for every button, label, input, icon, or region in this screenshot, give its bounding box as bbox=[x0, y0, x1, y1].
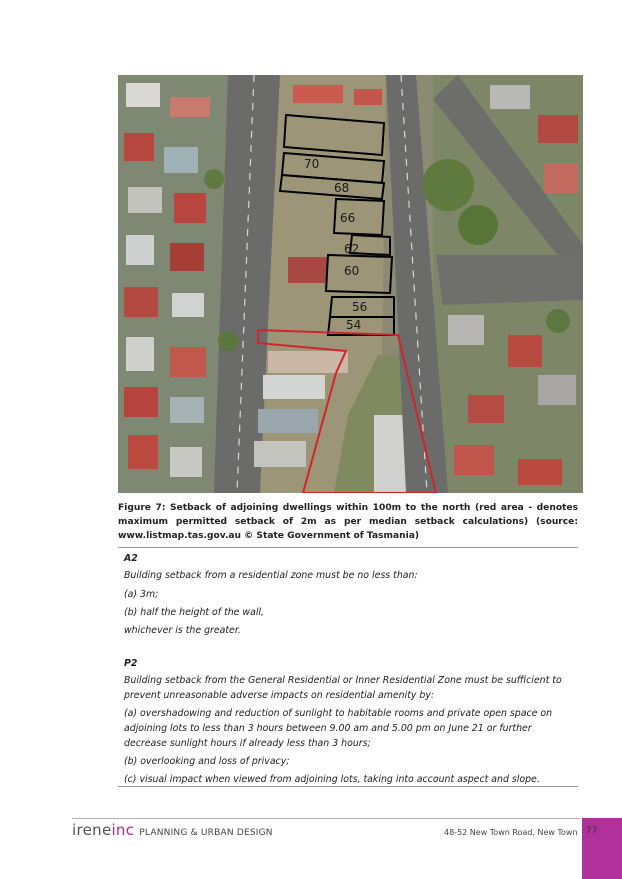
a2-heading: A2 bbox=[124, 553, 138, 564]
lot-label-68: 68 bbox=[334, 181, 350, 195]
p2-item-c: (c) visual impact when viewed from adjoining lots, taking into account aspect and slope. bbox=[124, 774, 540, 785]
footer-address: 48-52 New Town Road, New Town bbox=[444, 828, 578, 837]
brand-tagline: PLANNING & URBAN DESIGN bbox=[139, 828, 273, 838]
aerial-map-figure bbox=[118, 75, 583, 493]
performance-criteria-p2 bbox=[124, 656, 576, 787]
figure-caption: Figure 7: Setback of adjoining dwellings within 100m to the north (red area - denotes maximum permitted setback of 2m as per median setback calculations) (source: www.listmap.tas.gov.au © State Government of Tasmania) bbox=[118, 503, 578, 541]
table-top-rule bbox=[118, 547, 578, 548]
page-number: 77 bbox=[586, 826, 598, 836]
p2-item-a: (a) overshadowing and reduction of sunlight to habitable rooms and private open space on adjoining lots to less than 3 hours between 9.00 am and 5.00 pm on June 21 or further decrease sunlight hours if already less than 3 hours; bbox=[124, 708, 553, 749]
a2-item-b: (b) half the height of the wall, bbox=[124, 607, 265, 618]
p2-item-b: (b) overlooking and loss of privacy; bbox=[124, 756, 290, 767]
a2-item-a: (a) 3m; bbox=[124, 589, 159, 600]
brand-inc: inc bbox=[111, 821, 135, 839]
lot-label-60: 60 bbox=[344, 264, 360, 278]
brand-logo bbox=[72, 821, 273, 839]
p2-intro: Building setback from the General Residential or Inner Residential Zone must be sufficient to prevent unreasonable adverse impacts on residential amenity by: bbox=[124, 675, 562, 701]
acceptable-solution-a2 bbox=[124, 551, 576, 638]
brand-irene: irene bbox=[72, 821, 112, 839]
lot-label-70: 70 bbox=[304, 157, 320, 171]
a2-intro: Building setback from a residential zone must be no less than: bbox=[124, 570, 418, 581]
a2-closing: whichever is the greater. bbox=[124, 625, 241, 636]
table-bottom-rule bbox=[118, 786, 578, 787]
p2-heading: P2 bbox=[124, 658, 138, 669]
lot-label-54: 54 bbox=[346, 318, 362, 332]
lot-label-56: 56 bbox=[352, 300, 368, 314]
footer-divider bbox=[72, 818, 580, 819]
lot-label-62: 62 bbox=[344, 242, 360, 256]
lot-label-66: 66 bbox=[340, 211, 356, 225]
